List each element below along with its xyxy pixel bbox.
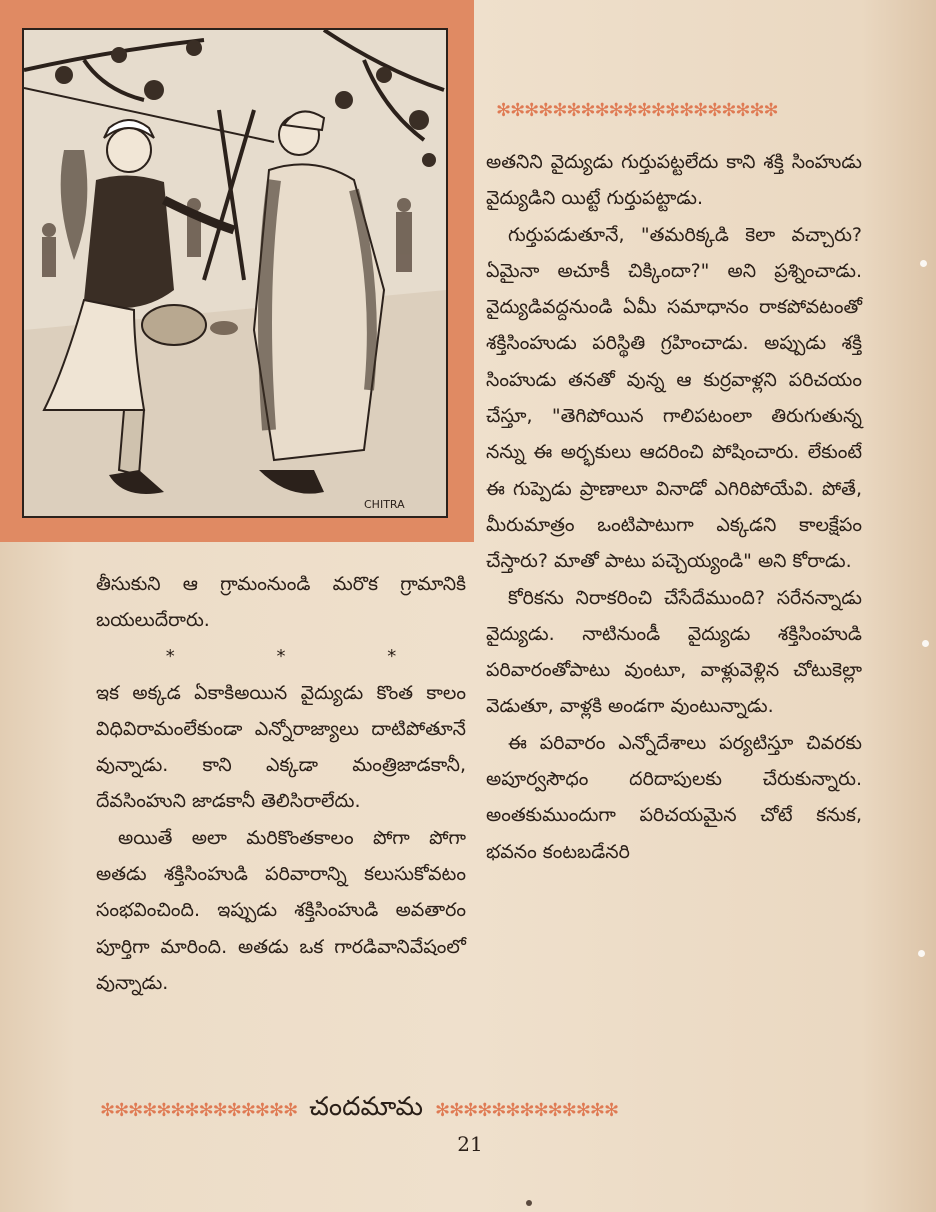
right-text-column — [486, 144, 862, 870]
edge-mark — [920, 260, 927, 267]
ornament-band-left: ✻✻✻✻✻✻✻✻✻✻✻✻✻✻ — [100, 1099, 298, 1121]
illustrator-signature: CHITRA — [364, 498, 405, 511]
paragraph: అయితే అలా మరికొంతకాలం పోగా పోగా అతడు శక్తిసింహుడి పరివారాన్ని కలుసుకోవటం సంభవించింది. ఇప్పుడు శక్తిసింహుడి అవతారం పూర్తిగా మారింది. అతడు ఒక గారడివానివేషంలో వున్నాడు. — [96, 826, 466, 994]
page-footer — [100, 1092, 870, 1128]
ornament-band-right: ✻✻✻✻✻✻✻✻✻✻✻✻✻ — [435, 1099, 619, 1121]
edge-mark — [922, 640, 929, 647]
paragraph: కోరికను నిరాకరించి చేసేదేముంది? సరేనన్నాడు వైద్యుడు. నాటినుండీ వైద్యుడు శక్తిసింహుడి పరివారంతోపాటు వుంటూ, వాళ్లువెళ్లిన చోటుకెల్లా వెడుతూ, వాళ్లకి అండగా వుంటున్నాడు. — [486, 586, 862, 718]
paragraph: ఈ పరివారం ఎన్నోదేశాలు పర్యటిస్తూ చివరకు అపూర్వసౌధం దరిదాపులకు చేరుకున్నారు. అంతకుముందుగా పరిచయమైన చోటే కనుక, భవనం కంటబడేనరి — [486, 731, 862, 863]
paragraph: అతనిని వైద్యుడు గుర్తుపట్టలేదు కాని శక్తి సింహుడు వైద్యుడిని యిట్టే గుర్తుపట్టాడు. — [486, 151, 862, 210]
page-number: 21 — [457, 1132, 483, 1156]
illustration-frame — [0, 0, 474, 542]
left-text-column — [96, 566, 466, 1001]
illustration-drawing — [24, 30, 446, 516]
story-illustration — [22, 28, 448, 518]
edge-mark — [918, 950, 925, 957]
magazine-title: చందమామ — [309, 1092, 424, 1122]
paragraph: తీసుకుని ఆ గ్రామంనుండి మరొక గ్రామానికి బయలుదేరారు. — [96, 573, 466, 632]
paragraph: ఇక అక్కడ ఏకాకిఅయిన వైద్యుడు కొంత కాలం విధివిరామంలేకుండా ఎన్నోరాజ్యాలు దాటిపోతూనే వున్నాడు. కాని ఎక్కడా మంత్రిజాడకానీ, దేవసింహుని జాడకానీ తెలిసిరాలేదు. — [96, 681, 466, 813]
paragraph: గుర్తుపడుతూనే, "తమరిక్కడి కెలా వచ్చారు? ఏమైనా అచూకీ చిక్కిందా?" అని ప్రశ్నించాడు. వైద్యుడివద్దనుండి ఏమీ సమాధానం రాకపోవటంతో శక్తిసింహుడు పరిస్థితి గ్రహించాడు. అప్పుడు శక్తి సింహుడు తనతో వున్న ఆ కుర్రవాళ్లని పరిచయం చేస్తూ, "తెగిపోయిన గాలిపటంలా తిరుగుతున్న నన్ను ఈ అర్భకులు ఆదరించి పోషించారు. లేకుంటే ఈ గుప్పెడు ప్రాణాలూ వినాడో ఎగిరిపోయేవి. పోతే, మీరుమాత్రం ఒంటిపాటుగా ఎక్కడని కాలక్షేపం చేస్తారు? మాతో పాటు పచ్చెయ్యండి" అని కోరాడు. — [486, 223, 862, 573]
section-divider: * * * — [165, 645, 397, 667]
binding-dot — [526, 1200, 532, 1206]
ornament-band-top: ✻✻✻✻✻✻✻✻✻✻✻✻✻✻✻✻✻✻✻✻ — [496, 100, 778, 121]
